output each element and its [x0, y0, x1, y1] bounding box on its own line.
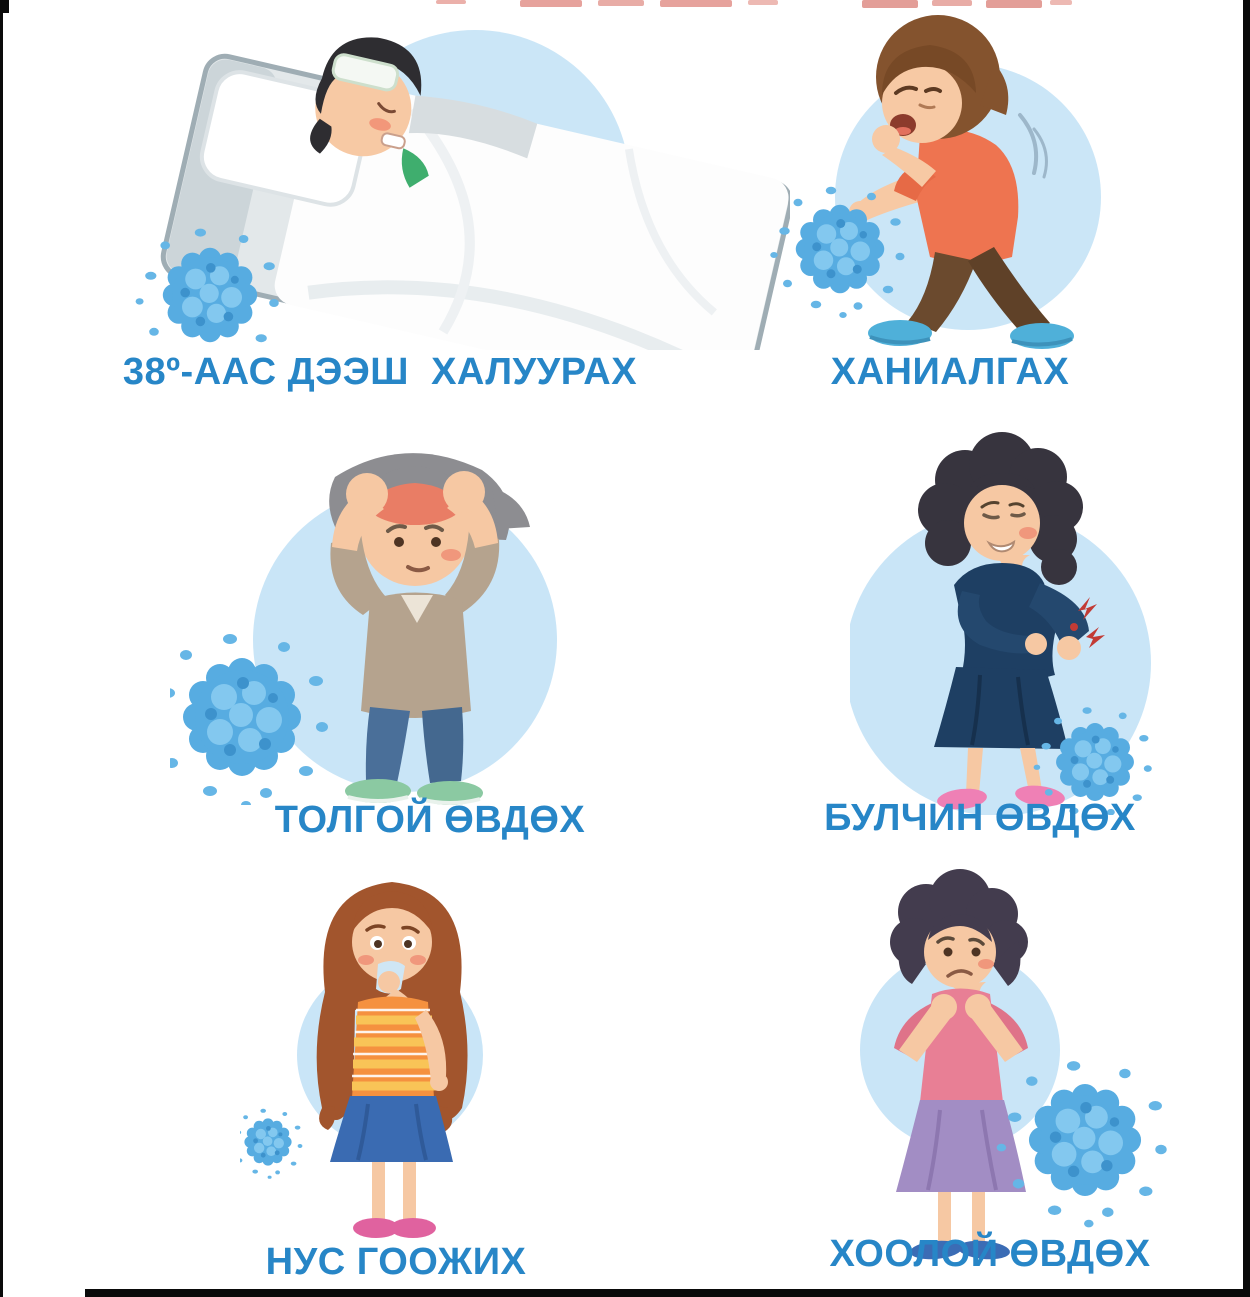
left-border — [0, 0, 3, 1297]
symptom-label-headache: ТОЛГОЙ ӨВДӨХ — [274, 799, 586, 841]
virus-icon — [240, 1109, 302, 1179]
girl-with-runny-nose — [317, 882, 468, 1238]
runny-nose-illustration — [240, 860, 660, 1250]
top-left-corner-mark — [0, 0, 9, 13]
sore-throat-illustration — [820, 860, 1250, 1260]
symptom-card-headache — [170, 415, 690, 805]
symptom-card-sore-throat — [820, 860, 1250, 1260]
cropped-title-fragment — [520, 0, 582, 7]
bottom-border — [85, 1289, 1250, 1297]
symptom-label-sore-throat: ХООЛОЙ ӨВДӨХ — [829, 1233, 1151, 1275]
fever-illustration — [90, 15, 790, 350]
symptom-card-muscle-pain — [850, 415, 1240, 815]
cropped-title-fragment — [436, 0, 466, 4]
right-border — [1243, 0, 1250, 1297]
cropped-title-fragment — [598, 0, 644, 6]
symptom-card-fever — [90, 15, 790, 350]
muscle-pain-illustration — [850, 415, 1240, 815]
symptom-label-runny-nose: НУС ГООЖИХ — [265, 1241, 527, 1283]
symptom-label-cough: ХАНИАЛГАХ — [830, 351, 1070, 393]
cough-illustration — [770, 5, 1200, 350]
symptom-label-muscle-pain: БУЛЧИН ӨВДӨХ — [824, 797, 1136, 839]
symptom-label-fever: 38º-ААС ДЭЭШ ХАЛУУРАХ — [122, 351, 638, 393]
headache-illustration — [170, 415, 690, 805]
cropped-title-fragment — [660, 0, 732, 7]
symptom-card-cough — [770, 5, 1200, 350]
symptom-card-runny-nose — [240, 860, 660, 1250]
